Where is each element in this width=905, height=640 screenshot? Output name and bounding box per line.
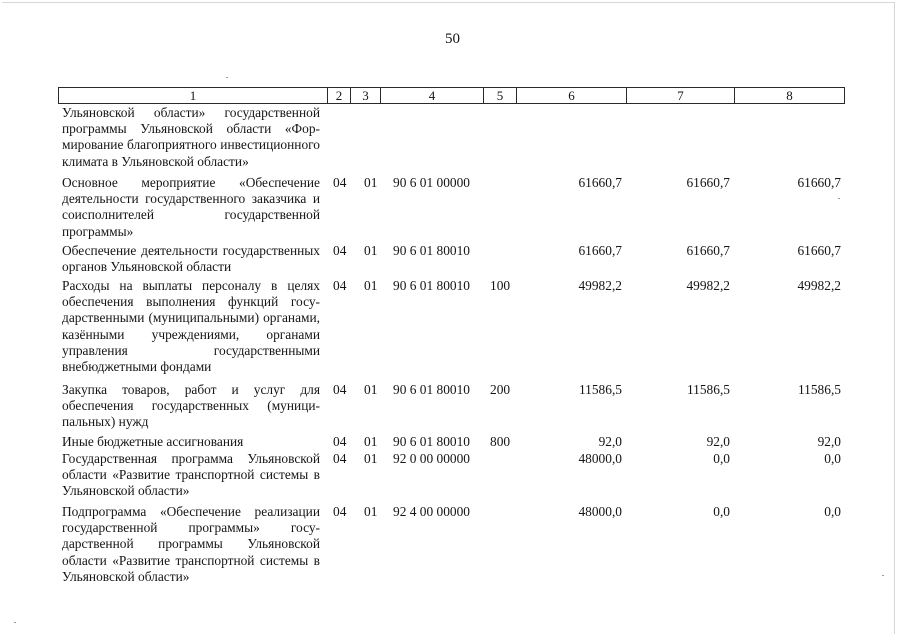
cell-subsection: 01	[364, 451, 378, 466]
cell-expense-type: 200	[490, 382, 511, 397]
cell-amount-6: 61660,7	[578, 175, 622, 190]
cell-amount-8: 49982,2	[797, 278, 841, 293]
row-description: Закупка товаров, работ и услуг для обеспечения государственных (муниципальных) нужд	[62, 382, 320, 430]
cell-amount-7: 92,0	[706, 434, 730, 449]
row-description: Государственная программа Ульяновской области «Развитие транспортной системы в Ульяновской области»	[62, 451, 320, 499]
cell-amount-6: 92,0	[598, 434, 622, 449]
column-header-7: 7	[627, 88, 735, 103]
cell-target-code: 92 0 00 00000	[393, 451, 470, 466]
cell-amount-8: 0,0	[824, 451, 841, 466]
cell-amount-6: 48000,0	[578, 451, 622, 466]
cell-amount-7: 61660,7	[686, 175, 730, 190]
cell-target-code: 90 6 01 00000	[393, 175, 470, 190]
cell-amount-8: 11586,5	[797, 382, 841, 397]
cell-subsection: 01	[364, 382, 378, 397]
cell-amount-7: 11586,5	[686, 382, 730, 397]
column-header-6: 6	[517, 88, 627, 103]
column-header-8: 8	[786, 88, 793, 103]
cell-section: 04	[333, 504, 347, 519]
cell-target-code: 92 4 00 00000	[393, 504, 470, 519]
cell-amount-6: 11586,5	[578, 382, 622, 397]
row-description: Обеспечение деятельности государственных органов Ульяновской области	[62, 243, 320, 275]
cell-subsection: 01	[364, 504, 378, 519]
cell-amount-7: 0,0	[713, 504, 730, 519]
cell-section: 04	[333, 243, 347, 258]
cell-section: 04	[333, 175, 347, 190]
cell-amount-8: 0,0	[824, 504, 841, 519]
cell-section: 04	[333, 434, 347, 449]
row-description: Расходы на выплаты персоналу в целях обеспечения выполнения функций государственными (муниципальными) органами, казёнными учреждениями, органами управления государственными внебюджетными фондами	[62, 278, 320, 375]
cell-amount-6: 48000,0	[578, 504, 622, 519]
cell-amount-8: 61660,7	[797, 243, 841, 258]
column-header-2: 2	[328, 88, 351, 103]
cell-amount-7: 0,0	[713, 451, 730, 466]
row-description: Иные бюджетные ассигнования	[62, 434, 244, 449]
cell-amount-7: 49982,2	[686, 278, 730, 293]
page-number: 50	[445, 31, 460, 47]
scan-speck	[226, 77, 228, 78]
scan-speck	[14, 622, 16, 623]
column-header-1: 1	[59, 88, 328, 103]
cell-target-code: 90 6 01 80010	[393, 243, 470, 258]
cell-section: 04	[333, 382, 347, 397]
cell-section: 04	[333, 451, 347, 466]
cell-subsection: 01	[364, 175, 378, 190]
cell-section: 04	[333, 278, 347, 293]
scan-speck	[838, 198, 840, 199]
cell-amount-8: 61660,7	[797, 175, 841, 190]
cell-amount-7: 61660,7	[686, 243, 730, 258]
row-description: Основное мероприятие «Обеспечение деятельности государственного заказчика и соисполнителей государственной программы»	[62, 175, 320, 239]
cell-subsection: 01	[364, 243, 378, 258]
column-header-3: 3	[351, 88, 381, 103]
cell-expense-type: 800	[490, 434, 511, 449]
cell-target-code: 90 6 01 80010	[393, 382, 470, 397]
cell-expense-type: 100	[490, 278, 511, 293]
cell-amount-8: 92,0	[817, 434, 841, 449]
cell-target-code: 90 6 01 80010	[393, 434, 470, 449]
column-header-4: 4	[381, 88, 484, 103]
column-header-5: 5	[484, 88, 517, 103]
cell-subsection: 01	[364, 434, 378, 449]
cell-target-code: 90 6 01 80010	[393, 278, 470, 293]
table-header	[58, 87, 845, 104]
row-description: Подпрограмма «Обеспечение реализации государственной программы» государственной программы Ульяновской области «Развитие транспортной системы в Ульяновской области»	[62, 504, 320, 584]
cell-amount-6: 49982,2	[578, 278, 622, 293]
row-description: Ульяновской области» государственной программы Ульяновской области «Формирование благоприятного инвестиционного климата в Ульяновской области»	[62, 105, 320, 169]
cell-subsection: 01	[364, 278, 378, 293]
cell-amount-6: 61660,7	[578, 243, 622, 258]
scan-speck	[882, 575, 884, 576]
